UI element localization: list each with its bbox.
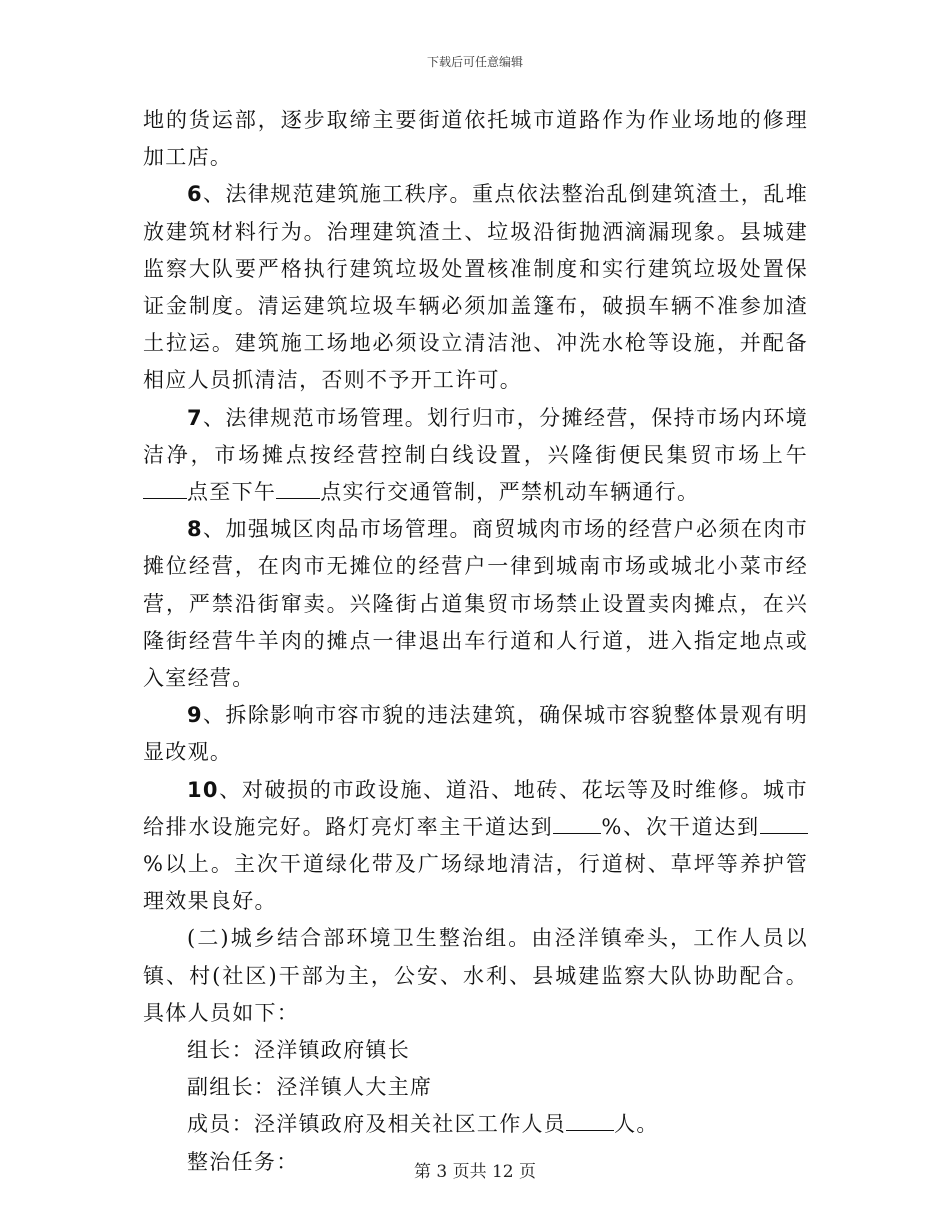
paragraph-text: 、加强城区肉品市场管理。商贸城肉市场的经营户必须在肉市摊位经营，在肉市无摊位的经营户一律到城南市场或城北小菜市经营，严禁沿街窜卖。兴隆街占道集贸市场禁止设置卖肉摊点，在兴隆街经营牛羊肉的摊点一律退出车行道和人行道，进入指定地点或入室经营。 xyxy=(143,517,808,691)
paragraph-item-6 xyxy=(143,176,808,399)
paragraph-text: 点至下午 xyxy=(187,480,277,505)
paragraph-tasks-heading: 整治任务： xyxy=(187,1149,299,1174)
item-number: 6 xyxy=(187,182,203,207)
fill-in-blank xyxy=(553,813,601,834)
paragraph-continuation: 地的货运部，逐步取缔主要街道依托城市道路作为作业场地的修理加工店。 xyxy=(143,108,808,170)
paragraph-text: 、法律规范建筑施工秩序。重点依法整治乱倒建筑渣土，乱堆放建筑材料行为。治理建筑渣土、垃圾沿街抛洒滴漏现象。县城建监察大队要严格执行建筑垃圾处置核准制度和实行建筑垃圾处置保证金制度。清运建筑垃圾车辆必须加盖篷布，破损车辆不准参加渣土拉运。建筑施工场地必须设立清洁池、冲洗水枪等设施，并配备相应人员抓清洁，否则不予开工许可。 xyxy=(143,182,808,393)
document-body xyxy=(143,102,808,1181)
item-number: 9 xyxy=(187,703,203,728)
paragraph-members xyxy=(143,1106,808,1143)
fill-in-blank xyxy=(276,478,320,499)
paragraph-text: %、次干道达到 xyxy=(601,814,760,839)
paragraph-group-leader: 组长：泾洋镇政府镇长 xyxy=(187,1038,410,1063)
item-number: 7 xyxy=(187,405,203,430)
paragraph-item-10 xyxy=(143,772,808,921)
paragraph-text: 点实行交通管制，严禁机动车辆通行。 xyxy=(320,480,700,505)
fill-in-blank xyxy=(143,478,187,499)
item-number: 8 xyxy=(187,517,203,542)
item-number: 10 xyxy=(187,777,219,802)
fill-in-blank xyxy=(566,1110,614,1131)
paragraph-item-8 xyxy=(143,511,808,697)
paragraph-text: %以上。主次干道绿化带及广场绿地清洁，行道树、草坪等养护管理效果良好。 xyxy=(143,852,808,914)
paragraph-text: 、对破损的市政设施、道沿、地砖、花坛等及时维修。城市给排水设施完好。路灯亮灯率主干道达到 xyxy=(143,777,808,839)
paragraph-item-9 xyxy=(143,697,808,771)
paragraph-text: 人。 xyxy=(614,1112,659,1137)
fill-in-blank xyxy=(760,813,808,834)
paragraph-deputy-leader: 副组长：泾洋镇人大主席 xyxy=(187,1075,433,1100)
page-header: 下载后可任意编辑 xyxy=(426,55,523,69)
paragraph-text: 、拆除影响市容市貌的违法建筑，确保城市容貌整体景观有明显改观。 xyxy=(143,703,808,765)
page-footer: 第 3 页共 12 页 xyxy=(413,1162,537,1182)
paragraph-text: 、法律规范市场管理。划行归市，分摊经营，保持市场内环境洁净，市场摊点按经营控制白线设置，兴隆街便民集贸市场上午 xyxy=(143,405,808,467)
paragraph-item-7 xyxy=(143,400,808,512)
paragraph-section-2: (二)城乡结合部环境卫生整治组。由泾洋镇牵头，工作人员以镇、村(社区)干部为主，公安、水利、县城建监察大队协助配合。具体人员如下： xyxy=(143,926,808,1025)
paragraph-text: 成员：泾洋镇政府及相关社区工作人员 xyxy=(187,1112,567,1137)
